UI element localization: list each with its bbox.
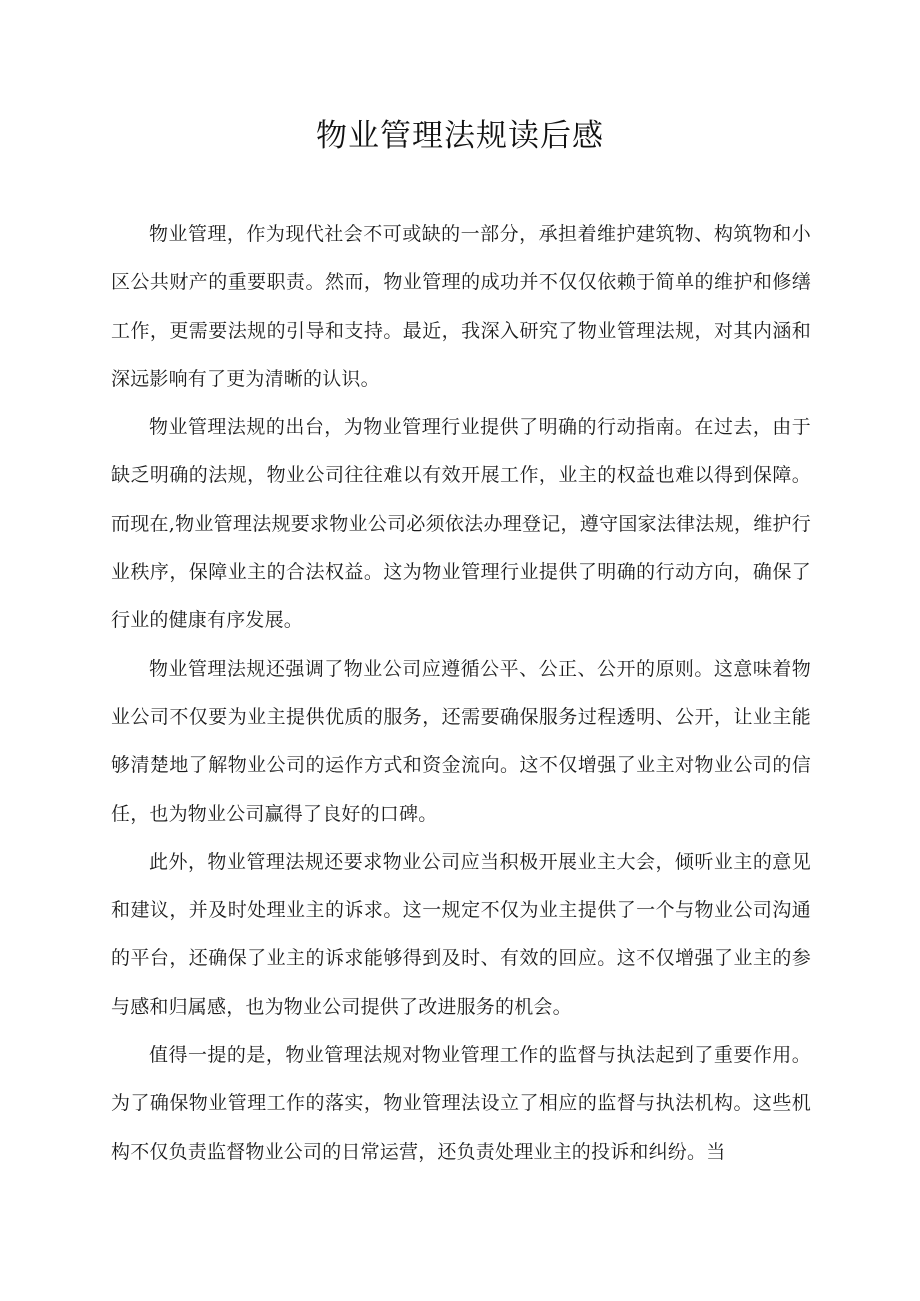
- paragraph-3: 物业管理法规还强调了物业公司应遵循公平、公正、公开的原则。这意味着物业公司不仅要为业主提供优质的服务，还需要确保服务过程透明、公开，让业主能够清楚地了解物业公司的运作方式和资金流向。这不仅增强了业主对物业公司的信任，也为物业公司赢得了良好的口碑。: [111, 657, 811, 825]
- paragraph-1: 物业管理，作为现代社会不可或缺的一部分，承担着维护建筑物、构筑物和小区公共财产的重要职责。然而，物业管理的成功并不仅仅依赖于简单的维护和修缮工作，更需要法规的引导和支持。最近，我深入研究了物业管理法规，对其内涵和深远影响有了更为清晰的认识。: [111, 223, 811, 390]
- paragraph-5: 值得一提的是，物业管理法规对物业管理工作的监督与执法起到了重要作用。为了确保物业管理工作的落实，物业管理法设立了相应的监督与执法机构。这些机构不仅负责监督物业公司的日常运营，还负责处理业主的投诉和纠纷。当: [111, 1044, 811, 1163]
- paragraph-4: 此外，物业管理法规还要求物业公司应当积极开展业主大会，倾听业主的意见和建议，并及时处理业主的诉求。这一规定不仅为业主提供了一个与物业公司沟通的平台，还确保了业主的诉求能够得到及时、有效的回应。这不仅增强了业主的参与感和归属感，也为物业公司提供了改进服务的机会。: [111, 850, 811, 1018]
- paragraph-2: 物业管理法规的出台，为物业管理行业提供了明确的行动指南。在过去，由于缺乏明确的法规，物业公司往往难以有效开展工作，业主的权益也难以得到保障。而现在,物业管理法规要求物业公司必须依法办理登记，遵守国家法律法规，维护行业秩序，保障业主的合法权益。这为物业管理行业提供了明确的行动方向，确保了行业的健康有序发展。: [111, 416, 811, 632]
- document-body: [111, 210, 811, 1176]
- page-title: 物业管理法规读后感: [316, 118, 604, 154]
